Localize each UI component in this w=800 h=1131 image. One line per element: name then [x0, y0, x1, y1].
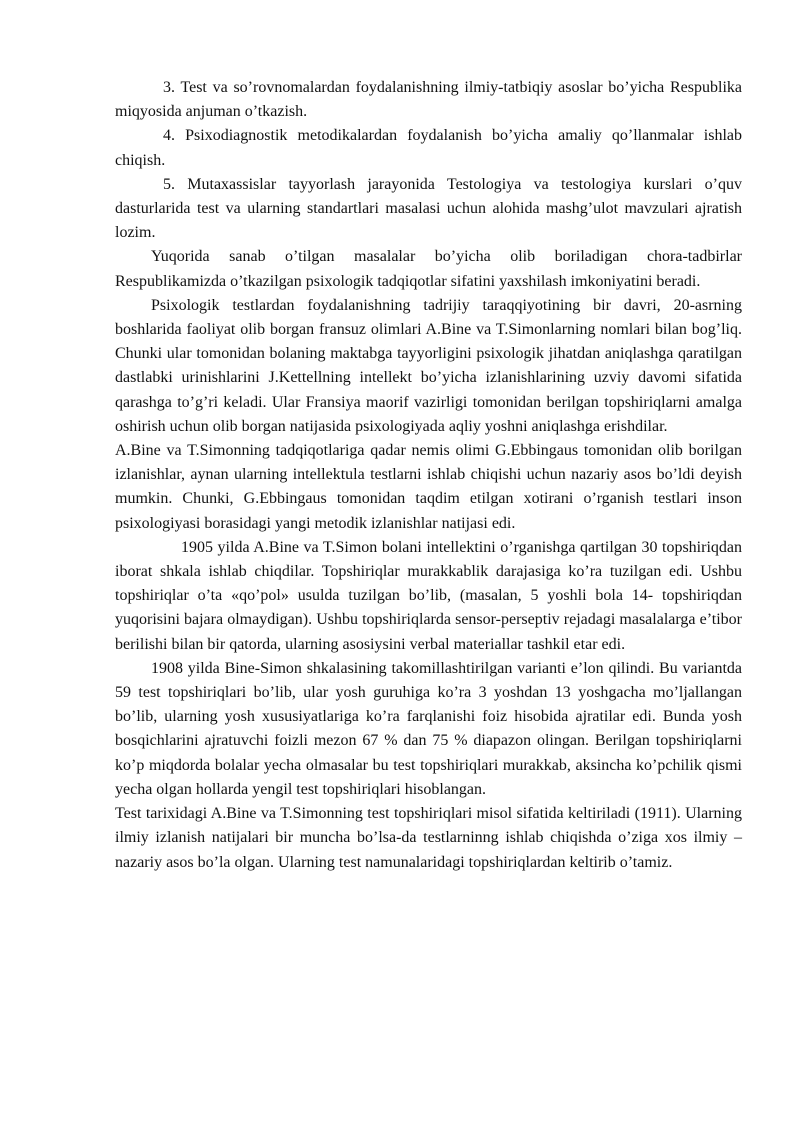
paragraph-test-history: Test tarixidagi A.Bine va T.Simonning test topshiriqlari misol sifatida keltiriladi (1911). Ularning ilmiy izlanish natijalari bir muncha bo’lsa-da testlarninng ishlab chiqishda o’ziga xos ilmiy – nazariy asos bo’la olgan. Ularning test namunalaridagi topshiriqlardan keltirib o’tamiz. [115, 805, 742, 871]
paragraph-1908: 1908 yilda Bine-Simon shkalasining takomillashtirilgan varianti e’lon qilindi. Bu variantda 59 test topshiriqlari bo’lib, ular yosh guruhiga ko’ra 3 yoshdan 13 yoshgacha mo’ljallangan bo’lib, ularning yosh xususiyatlariga ko’ra farqlanishi foiz hisobida ajratilar edi. Bunda yosh bosqichlarini ajratuvchi foizli mezon 67 % dan 75 % diapazon olingan. Berilgan topshiriqlarni ko’p miqdorda bolalar yecha olmasalar bu test topshiriqlari murakkab, aksincha ko’pchilik qismi yecha olgan hollarda yengil test topshiriqlari hisoblangan. [115, 659, 742, 798]
paragraph-measures: Yuqorida sanab o’tilgan masalalar bo’yicha olib boriladigan chora-tadbirlar Respublikamizda o’tkazilgan psixologik tadqiqotlar sifatini yaxshilash imkoniyatini beradi. [115, 248, 742, 290]
list-item-4: 4. Psixodiagnostik metodikalardan foydalanish bo’yicha amaliy qo’llanmalar ishlab chiqish. [115, 127, 742, 169]
document-page [115, 76, 742, 875]
list-item-3: 3. Test va so’rovnomalardan foydalanishning ilmiy-tatbiqiy asoslar bo’yicha Respublika miqyosida anjuman o’tkazish. [115, 79, 742, 121]
list-item-5: 5. Mutaxassislar tayyorlash jarayonida Testologiya va testologiya kurslari o’quv dasturlarida test va ularning standartlari masalasi uchun alohida mashg’ulot mavzulari ajratish lozim. [115, 175, 742, 242]
paragraph-ebbingaus: A.Bine va T.Simonning tadqiqotlariga qadar nemis olimi G.Ebbingaus tomonidan olib borilgan izlanishlar, aynan ularning intellektula testlarni ishlab chiqishi uchun nazariy asos bo’ldi deyish mumkin. Chunki, G.Ebbingaus tomonidan taqdim etilgan xotirani o’rganish testlari inson psixologiyasi borasidagi yangi metodik izlanishlar natijasi edi. [115, 442, 742, 532]
paragraph-1905: 1905 yilda A.Bine va T.Simon bolani intellektini o’rganishga qartilgan 30 topshiriqdan iborat shkala ishlab chiqdilar. Topshiriqlar murakkablik darajasiga ko’ra tuzilgan edi. Ushbu topshiriqlar o’ta «qo’pol» usulda tuzilgan bo’lib, (masalan, 5 yoshli bola 14- topshiriqdan yuqorisini bajara olmaydigan). Ushbu topshiriqlarda sensor-perseptiv rejadagi masalalarga e’tibor berilishi bilan bir qatorda, ularning asosiysini verbal materiallar tashkil etar edi. [115, 538, 742, 653]
paragraph-history: Psixologik testlardan foydalanishning tadrijiy taraqqiyotining bir davri, 20-asrning boshlarida faoliyat olib borgan fransuz olimlari A.Bine va T.Simonlarning nomlari bilan bog’liq. Chunki ular tomonidan bolaning maktabga tayyorligini psixologik jihatdan aniqlashga qaratilgan dastlabki urinishlarini J.Kettellning intellekt bo’yicha izlanishlarining uzviy davomi sifatida qarashga to’g’ri keladi. Ular Fransiya maorif vazirligi tomonidan berilgan topshiriqlarni amalga oshirish uchun olib borgan natijasida psixologiyada aqliy yoshni aniqlashga erishdilar. [115, 296, 742, 435]
